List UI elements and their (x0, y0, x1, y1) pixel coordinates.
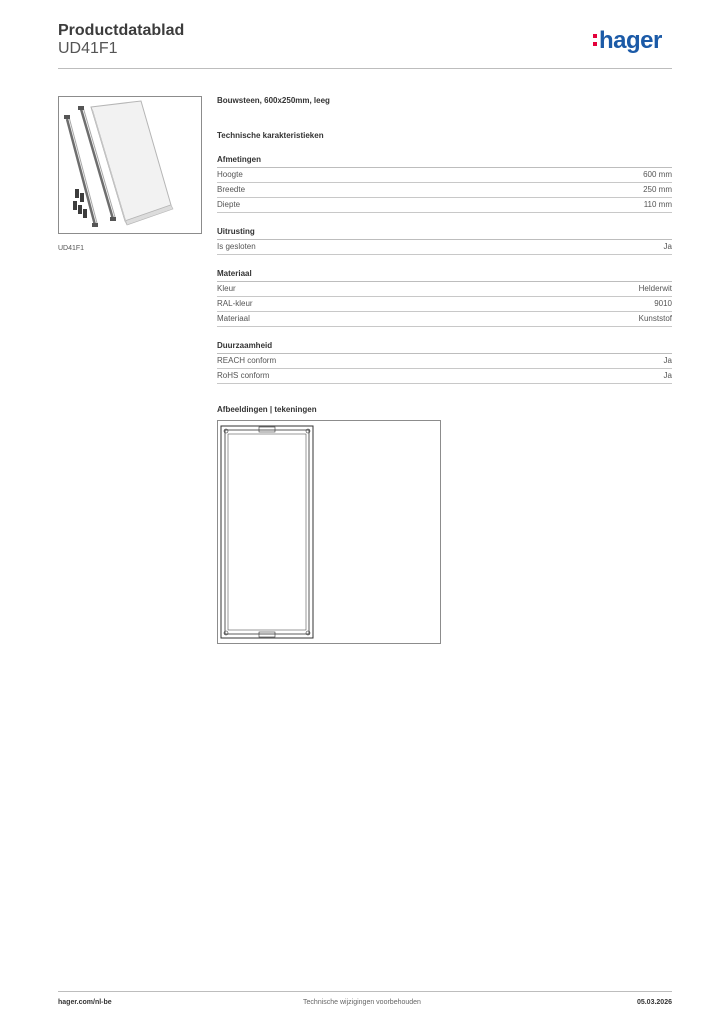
spec-value: Ja (663, 371, 672, 380)
header-divider (58, 68, 672, 69)
technical-drawing (217, 420, 441, 644)
spec-row (217, 354, 672, 369)
document-title: Productdatablad (58, 22, 185, 39)
spec-label: RoHS conform (217, 371, 270, 380)
section-title: Duurzaamheid (217, 341, 672, 354)
product-code: UD41F1 (58, 40, 118, 57)
spec-value: 110 mm (643, 200, 672, 209)
spec-label: RAL-kleur (217, 299, 253, 308)
spec-section-equipment (217, 227, 672, 255)
spec-row (217, 282, 672, 297)
section-title: Materiaal (217, 269, 672, 282)
spec-label: Hoogte (217, 170, 243, 179)
product-photo (58, 96, 202, 234)
spec-row (217, 297, 672, 312)
spec-value: Kunststof (638, 314, 672, 323)
spec-label: Kleur (217, 284, 236, 293)
spec-row (217, 312, 672, 327)
spec-label: Diepte (217, 200, 241, 209)
spec-section-sustainability (217, 341, 672, 384)
spec-value: Helderwit (638, 284, 672, 293)
drawings-title: Afbeeldingen | tekeningen (217, 405, 317, 414)
footer-divider (58, 991, 672, 992)
product-description: Bouwsteen, 600x250mm, leeg (217, 96, 330, 105)
spec-value: Ja (663, 356, 672, 365)
spec-section-material (217, 269, 672, 327)
section-title: Afmetingen (217, 155, 672, 168)
spec-value: Ja (663, 242, 672, 251)
footer-date: 05.03.2026 (636, 999, 672, 1006)
spec-row (217, 168, 672, 183)
product-details (217, 96, 672, 644)
spec-row (217, 198, 672, 213)
spec-label: Is gesloten (217, 242, 256, 251)
spec-value: 9010 (654, 299, 672, 308)
spec-row (217, 183, 672, 198)
spec-row (217, 240, 672, 255)
tech-characteristics-title: Technische karakteristieken (217, 131, 324, 140)
spec-row (217, 369, 672, 384)
section-title: Uitrusting (217, 227, 672, 240)
spec-section-dimensions (217, 155, 672, 213)
footer-website-link[interactable]: hager.com/nl-be (58, 999, 112, 1006)
spec-label: Breedte (217, 185, 246, 194)
spec-label: REACH conform (217, 356, 277, 365)
logo-dots-icon (593, 33, 597, 47)
hager-logo (593, 27, 662, 55)
footer-disclaimer: Technische wijzigingen voorbehouden (303, 999, 421, 1006)
spec-value: 250 mm (643, 185, 672, 194)
spec-label: Materiaal (217, 314, 250, 323)
logo-text: hager (599, 27, 662, 54)
product-illustration-icon (59, 97, 201, 233)
spec-value: 600 mm (643, 170, 672, 179)
photo-caption: UD41F1 (58, 245, 85, 252)
drawing-outline-icon (218, 421, 440, 643)
